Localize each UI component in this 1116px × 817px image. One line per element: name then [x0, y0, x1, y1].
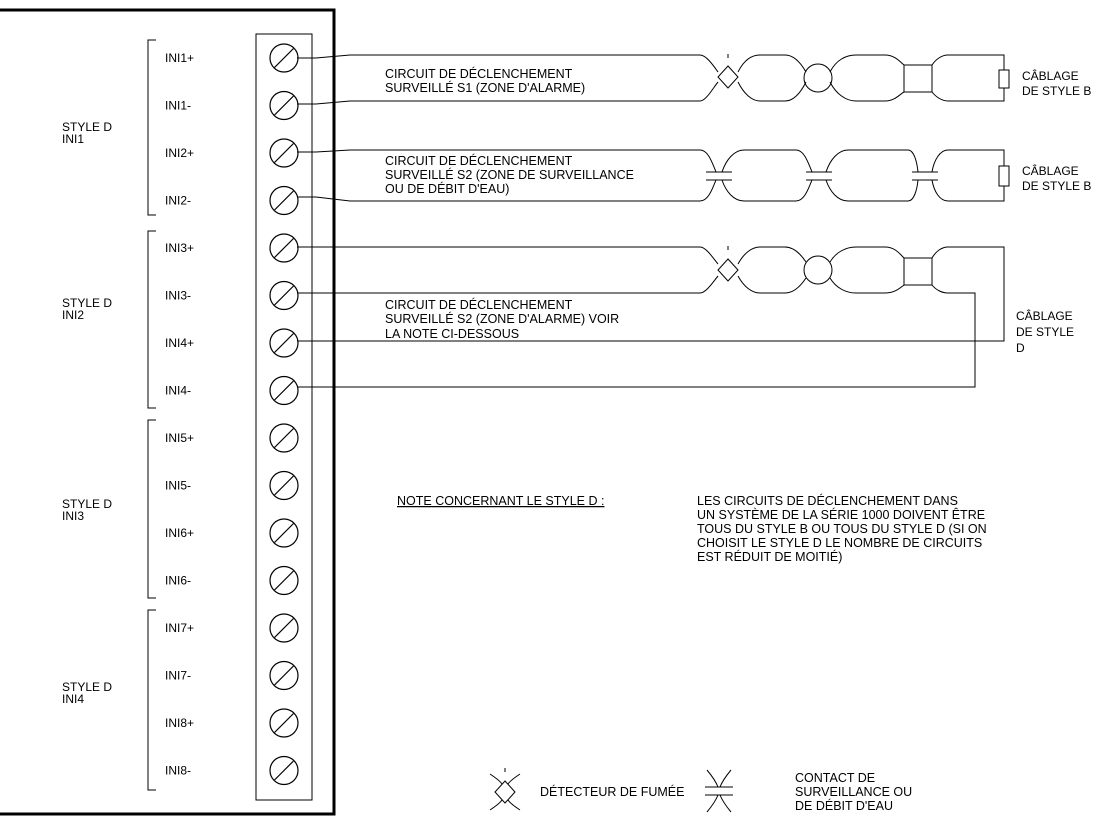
- group-label-line1: STYLE D: [62, 120, 113, 134]
- terminal-label: INI3-: [165, 288, 192, 303]
- terminal-ini3-plus: [165, 234, 298, 262]
- terminal-ini7-plus: [165, 614, 298, 642]
- end-of-line-resistor: [999, 166, 1009, 186]
- legend-smoke-detector-label: DÉTECTEUR DE FUMÉE: [540, 785, 685, 799]
- group-label: [62, 680, 112, 706]
- terminal-label: INI4-: [165, 383, 192, 398]
- terminal-ini2-minus: [165, 187, 298, 215]
- group-label-line2: INI2: [62, 308, 85, 322]
- svg-text:CÂBLAGE: CÂBLAGE: [1016, 309, 1073, 323]
- terminal-ini6-plus: [165, 519, 298, 547]
- note-line: UN SYSTÈME DE LA SÉRIE 1000 DOIVENT ÊTRE: [697, 508, 986, 522]
- terminal-ini5-plus: [165, 424, 298, 452]
- style-d-note: [397, 493, 987, 564]
- circuit-1-line-1: CIRCUIT DE DÉCLENCHEMENT: [385, 67, 573, 81]
- terminal-label: INI2-: [165, 193, 192, 208]
- terminal-label: INI5+: [165, 431, 195, 445]
- wiring-label-3: [1016, 308, 1074, 355]
- group-label-line1: STYLE D: [62, 680, 113, 694]
- group-label: [62, 497, 112, 523]
- svg-text:DE STYLE: DE STYLE: [1016, 325, 1075, 339]
- group-bracket-ini4: [148, 610, 156, 790]
- legend-contact-line-3: DE DÉBIT D'EAU: [795, 799, 894, 813]
- terminal-label: INI6-: [165, 573, 192, 588]
- note-line: CHOISIT LE STYLE D LE NOMBRE DE CIRCUITS: [697, 536, 983, 550]
- terminal-ini3-minus: [165, 282, 298, 310]
- terminal-screw-icon: [270, 662, 298, 690]
- group-label-line1: STYLE D: [62, 497, 113, 511]
- terminal-label: INI8+: [165, 716, 195, 730]
- terminal-ini2-plus: [165, 139, 298, 167]
- terminal-ini5-minus: [165, 472, 298, 500]
- end-of-line-resistor: [999, 70, 1009, 88]
- smoke-detector-symbol: [718, 259, 738, 281]
- circuit-1-label: [385, 66, 585, 95]
- supervisory-contact-symbol: [706, 172, 732, 180]
- terminal-screw-icon: [270, 92, 298, 120]
- wiring-label-1: [1022, 68, 1091, 98]
- terminal-label: INI2+: [165, 146, 195, 160]
- terminal-ini1-minus: [165, 92, 298, 120]
- svg-text:DE STYLE B: DE STYLE B: [1022, 84, 1092, 98]
- supervisory-contact-symbol: [806, 172, 832, 180]
- svg-text:DE STYLE B: DE STYLE B: [1022, 179, 1092, 193]
- terminal-ini4-minus: [165, 377, 298, 405]
- circuit-1-line-2: SURVEILLÉ S1 (ZONE D'ALARME): [385, 81, 586, 95]
- terminal-ini8-plus: [165, 709, 298, 737]
- terminal-label: INI4+: [165, 336, 195, 350]
- note-line: EST RÉDUIT DE MOITIÉ): [697, 550, 843, 564]
- legend-smoke-detector-symbol: [490, 768, 520, 810]
- note-line: LES CIRCUITS DE DÉCLENCHEMENT DANS: [697, 494, 958, 508]
- panel-frame: [0, 10, 334, 814]
- terminal-label: INI7+: [165, 621, 195, 635]
- svg-text:CÂBLAGE: CÂBLAGE: [1022, 69, 1079, 83]
- circuit-2-label: [385, 153, 634, 196]
- terminal-screw-icon: [270, 377, 298, 405]
- terminal-screw-icon: [270, 757, 298, 785]
- terminal-screw-icon: [270, 282, 298, 310]
- group-label-line1: STYLE D: [62, 296, 113, 310]
- terminal-label: INI1-: [165, 98, 192, 113]
- group-label-line2: INI3: [62, 509, 85, 523]
- group-bracket-ini2: [148, 231, 156, 408]
- legend-contact-line-1: CONTACT DE: [795, 771, 876, 785]
- terminal-screw-icon: [270, 424, 298, 452]
- group-bracket-ini3: [148, 420, 156, 598]
- group-bracket-ini1: [148, 40, 156, 215]
- terminal-ini1-plus: [165, 44, 298, 72]
- terminal-screw-icon: [270, 234, 298, 262]
- terminal-screw-icon: [270, 519, 298, 547]
- circuit-3-line-2: SURVEILLÉ S2 (ZONE D'ALARME) VOIR: [385, 312, 620, 326]
- smoke-detector-symbol: [718, 66, 738, 88]
- svg-text:CÂBLAGE: CÂBLAGE: [1022, 164, 1079, 178]
- group-label-line2: INI4: [62, 692, 85, 706]
- circuit-3-line-3: LA NOTE CI-DESSOUS: [385, 327, 520, 341]
- supervisory-contact-symbol: [912, 172, 938, 180]
- group-label: [62, 120, 112, 146]
- terminal-ini4-plus: [165, 329, 298, 357]
- terminal-screw-icon: [270, 709, 298, 737]
- terminal-screw-icon: [270, 472, 298, 500]
- terminal-screw-icon: [270, 567, 298, 595]
- terminal-label: INI1+: [165, 51, 195, 65]
- legend-contact-line-2: SURVEILLANCE OU: [795, 785, 913, 799]
- circuit-3-line-1: CIRCUIT DE DÉCLENCHEMENT: [385, 298, 573, 312]
- terminal-screw-icon: [270, 139, 298, 167]
- device-symbol: [904, 65, 932, 92]
- terminal-label: INI6+: [165, 526, 195, 540]
- terminal-label: INI7-: [165, 668, 192, 683]
- wiring-label-2: [1022, 163, 1091, 193]
- terminal-screw-icon: [270, 329, 298, 357]
- heat-detector-symbol: [804, 256, 832, 284]
- circuit-2-line-2: SURVEILLÉ S2 (ZONE DE SURVEILLANCE: [385, 168, 634, 182]
- terminal-label: INI5-: [165, 478, 192, 493]
- terminal-label: INI3+: [165, 241, 195, 255]
- terminal-label: INI8-: [165, 763, 192, 778]
- note-line: TOUS DU STYLE B OU TOUS DU STYLE D (SI ON: [697, 522, 987, 536]
- legend-supervisory-contact-symbol: [705, 770, 733, 812]
- circuit-2-line-1: CIRCUIT DE DÉCLENCHEMENT: [385, 154, 573, 168]
- circuit-2-line-3: OU DE DÉBIT D'EAU): [385, 182, 510, 196]
- device-symbol: [904, 258, 932, 285]
- heat-detector-symbol: [804, 64, 832, 92]
- terminal-block: [256, 34, 312, 800]
- terminal-screw-icon: [270, 614, 298, 642]
- svg-text:D: D: [1016, 341, 1025, 355]
- legend: [490, 768, 912, 813]
- terminal-screw-icon: [270, 187, 298, 215]
- terminal-screw-icon: [270, 44, 298, 72]
- circuit-3-label: [385, 297, 619, 341]
- group-label-line2: INI1: [62, 132, 85, 146]
- note-title: NOTE CONCERNANT LE STYLE D :: [397, 494, 605, 508]
- terminal-ini7-minus: [165, 662, 298, 690]
- group-label: [62, 296, 112, 322]
- terminal-ini8-minus: [165, 757, 298, 785]
- terminal-ini6-minus: [165, 567, 298, 595]
